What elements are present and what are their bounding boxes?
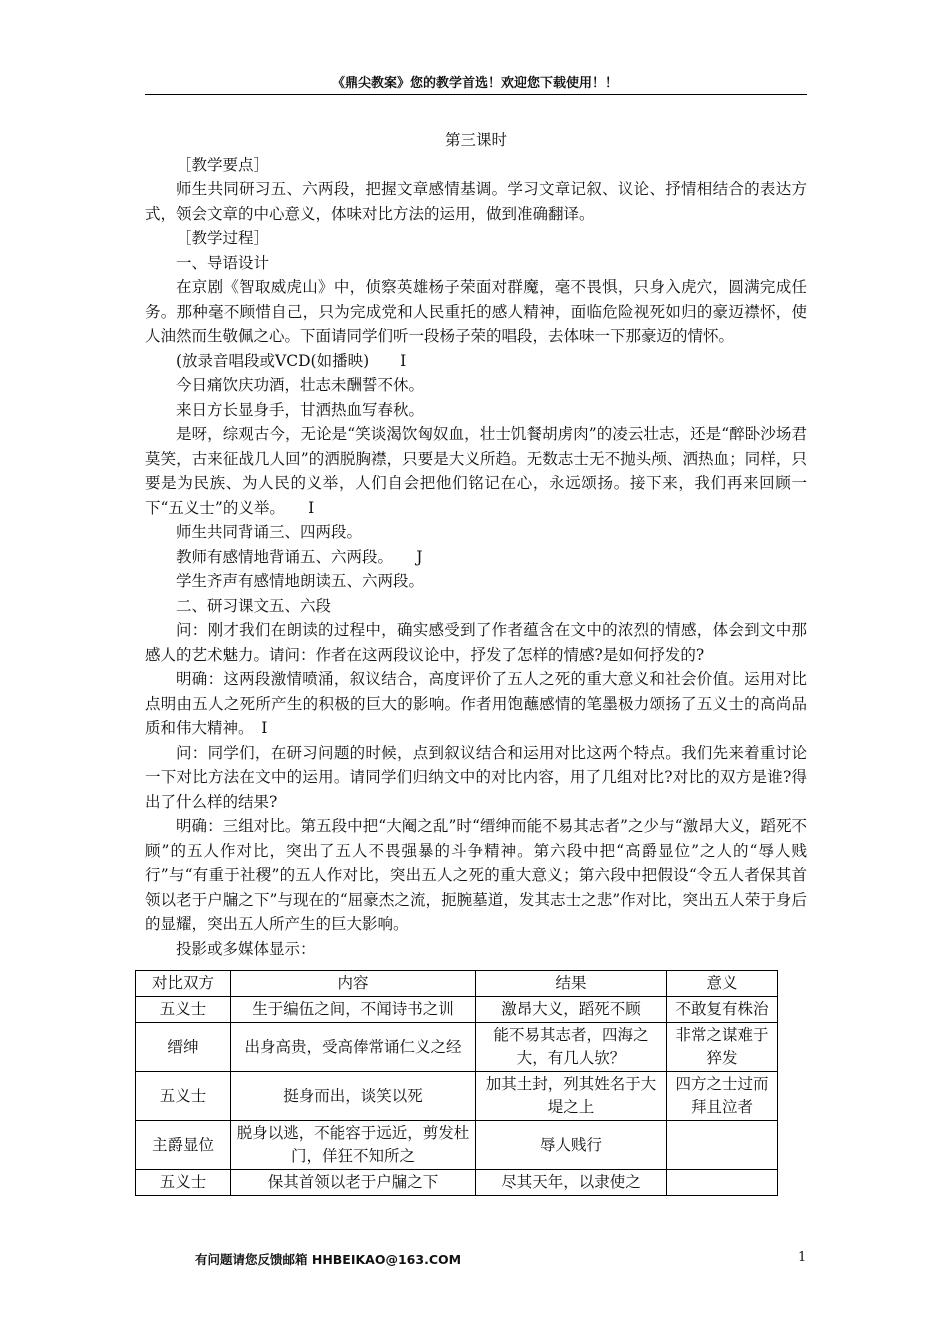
table-cell: 脱身以逃，不能容于远近，剪发杜门，佯狂不知所之 <box>231 1121 476 1170</box>
table-row <box>136 1023 778 1072</box>
table-cell <box>667 1121 778 1170</box>
header-cell: 结果 <box>476 971 667 997</box>
feedback-email-text: 有问题请您反馈邮箱 HHBEIKAO@163.COM <box>195 1252 462 1267</box>
paragraph: 学生齐声有感情地朗读五、六两段。 <box>176 572 425 590</box>
paragraph: 明确：这两段激情喷涌，叙议结合，高度评价了五人之死的重大意义和社会价值。运用对比点明由五人之死所产生的积极的巨大的影响。作者用饱蘸感情的笔墨极力颂扬了五义士的高尚品质和伟大精神。 I <box>145 670 807 737</box>
paragraph: 问：同学们，在研习问题的时候，点到叙议结合和运用对比这两个特点。我们先来着重讨论一下对比方法在文中的运用。请同学们归纳文中的对比内容，用了几组对比?对比的双方是谁?得出了什么样的结果? <box>145 743 807 811</box>
comparison-table <box>135 970 778 1196</box>
table-cell: 五义士 <box>136 1072 231 1121</box>
paragraph: (放录音唱段或VCD(如播映) I <box>176 351 407 370</box>
table-cell: 主爵显位 <box>136 1121 231 1170</box>
header-cell: 内容 <box>231 971 476 997</box>
header-cell: 对比双方 <box>136 971 231 997</box>
page-footer <box>195 1250 461 1268</box>
table-header-row <box>136 971 778 997</box>
paragraph: 师生共同研习五、六两段，把握文章感情基调。学习文章记叙、议论、抒情相结合的表达方式，领会文章的中心意义，体味对比方法的运用，做到准确翻译。 <box>145 180 807 223</box>
table-cell: 非常之谋难于猝发 <box>667 1023 778 1072</box>
paragraph: 投影或多媒体显示： <box>176 939 316 958</box>
paragraph: 今日痛饮庆功酒，壮志未酬誓不休。 <box>176 376 425 394</box>
paragraph: 来日方长显身手，甘洒热血写春秋。 <box>176 400 425 419</box>
table-row <box>136 997 778 1023</box>
document-body <box>145 128 807 961</box>
paragraph: 在京剧《智取威虎山》中，侦察英雄杨子荣面对群魔，毫不畏惧，只身入虎穴，圆满完成任务。那种毫不顾惜自己，只为完成党和人民重托的感人精神，面临危险视死如归的豪迈襟怀，使人油然而生敬佩之心。下面请同学们听一段杨子荣的唱段，去体味一下那豪迈的情怀。 <box>145 278 807 345</box>
paragraph: 明确：三组对比。第五段中把“大阉之乱”时“缙绅而能不易其志者”之少与“激昂大义，蹈死不顾”的五人作对比，突出了五人不畏强暴的斗争精神。第六段中把“高爵显位”之人的“辱人贱行”与“有重于社稷”的五人作对比，突出五人之死的重大意义；第六段中把假设“令五人者保其首领以老于户牖之下”与现在的“屈豪杰之流，扼腕墓道，发其志士之悲”作对比，突出五人荣于身后的显耀，突出五人所产生的巨大影响。 <box>145 817 807 933</box>
page-header: 《鼎尖教案》您的教学首选！欢迎您下载使用！！ <box>331 76 618 91</box>
table-cell: 五义士 <box>136 997 231 1023</box>
table-cell: 五义士 <box>136 1170 231 1196</box>
header-cell: 意义 <box>667 971 778 997</box>
table-cell <box>667 1170 778 1196</box>
paragraph: 教师有感情地背诵五、六两段。 J <box>176 547 423 566</box>
table-row <box>136 1072 778 1121</box>
paragraph: 师生共同背诵三、四两段。 <box>176 523 363 541</box>
table-cell: 激昂大义，蹈死不顾 <box>476 997 667 1023</box>
table-cell: 缙绅 <box>136 1023 231 1072</box>
table-cell: 辱人贱行 <box>476 1121 667 1170</box>
lesson-title: 第三课时 <box>444 131 507 149</box>
paragraph: 问：刚才我们在朗读的过程中，确实感受到了作者蕴含在文中的浓烈的情感，体会到文中那感人的艺术魅力。请问：作者在这两段议论中，抒发了怎样的情感?是如何抒发的? <box>145 621 807 664</box>
table-cell: 不敢复有株治 <box>667 997 778 1023</box>
table-cell: 保其首领以老于户牖之下 <box>231 1170 476 1196</box>
paragraph: 一、导语设计 <box>176 253 270 272</box>
table-row <box>136 1170 778 1196</box>
table-cell: 出身高贵，受高俸常诵仁义之经 <box>231 1023 476 1072</box>
paragraph: 是呀，综观古今，无论是“笑谈渴饮匈奴血，壮士饥餐胡虏肉”的凌云壮志，还是“醉卧沙场君莫笑，古来征战几人回”的洒脱胸襟，只要是大义所趋。无数志士无不抛头颅、洒热血；同样，只要是为民族、为人民的义举，人们自会把他们铭记在心，永远颂扬。接下来，我们再来回顾一下“五义士”的义举。 I <box>145 425 807 517</box>
page-number: 1 <box>798 1250 807 1265</box>
header-divider <box>145 94 807 95</box>
table-row <box>136 1121 778 1170</box>
table-cell: 能不易其志者，四海之大，有几人欤？ <box>476 1023 667 1072</box>
table-cell: 尽其天年，以隶使之 <box>476 1170 667 1196</box>
paragraph: 二、研习课文五、六段 <box>176 596 332 615</box>
table-cell: 生于编伍之间，不闻诗书之训 <box>231 997 476 1023</box>
table-cell: 加其土封，列其姓名于大堤之上 <box>476 1072 667 1121</box>
paragraph: ［教学要点］ <box>176 155 270 174</box>
table-cell: 挺身而出，谈笑以死 <box>231 1072 476 1121</box>
paragraph: ［教学过程］ <box>176 229 270 247</box>
table-cell: 四方之士过而拜且泣者 <box>667 1072 778 1121</box>
